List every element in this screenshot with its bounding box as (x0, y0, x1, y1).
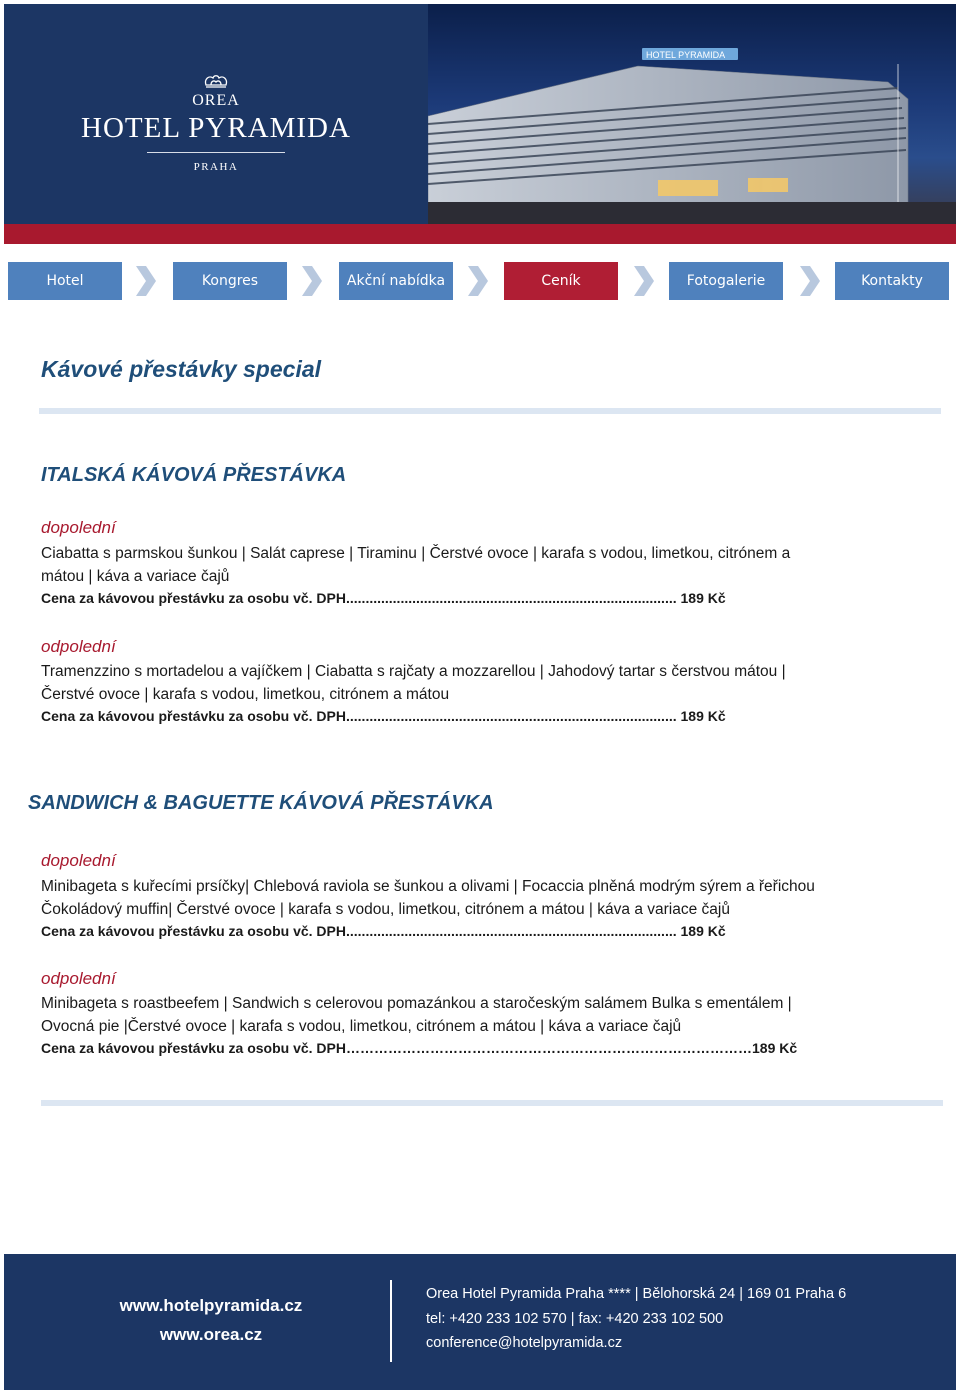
brand-rule (147, 152, 285, 153)
nav-cenik[interactable]: Ceník (504, 262, 618, 300)
chevron-right-icon (466, 266, 488, 296)
separator-top (39, 408, 941, 414)
block-description-line: Čerstvé ovoce | karafa s vodou, limetkou, citrónem a mátou (41, 686, 450, 703)
block-price: Cena za kávovou přestávku za osobu vč. DPH..................................................................................... 189 Kč (41, 923, 726, 939)
block-description-line: Minibageta s kuřecími prsíčky| Chlebová raviola se šunkou a olivami | Focaccia plněná modrým sýrem a řeřichou (41, 878, 815, 895)
footer-link-orea[interactable]: www.orea.cz (159, 1325, 263, 1344)
footer (4, 1254, 956, 1390)
footer-divider (390, 1280, 392, 1362)
photo-sign: HOTEL PYRAMIDA (646, 50, 726, 60)
block-price: Cena za kávovou přestávku za osobu vč. DPH..................................................................................... 189 Kč (41, 590, 726, 606)
nav-kontakty[interactable]: Kontakty (835, 262, 949, 300)
chevron-right-icon (300, 266, 322, 296)
separator-bottom (41, 1100, 943, 1106)
section-heading-sandwich: SANDWICH & BAGUETTE KÁVOVÁ PŘESTÁVKA (28, 792, 494, 814)
block-price: Cena za kávovou přestávku za osobu vč. DPH……………………………………………………………………………189 Kč (41, 1040, 798, 1056)
header-banner (4, 4, 956, 224)
page-title: Kávové přestávky special (41, 356, 322, 382)
block-label-dopoledni: dopolední (41, 518, 116, 537)
block-description-line: Čokoládový muffin| Čerstvé ovoce | karafa s vodou, limetkou, citrónem a mátou | káva a variace čajů (41, 901, 730, 918)
nav-akcni-nabidka[interactable]: Akční nabídka (339, 262, 453, 300)
brand-hotel-name: HOTEL PYRAMIDA (81, 112, 351, 144)
main-navigation (8, 262, 950, 300)
nav-fotogalerie[interactable]: Fotogalerie (669, 262, 783, 300)
chevron-right-icon (134, 266, 156, 296)
nav-kongres[interactable]: Kongres (173, 262, 287, 300)
block-description-line: Ovocná pie |Čerstvé ovoce | karafa s vodou, limetkou, citrónem a mátou | káva a variace čajů (41, 1018, 682, 1035)
crown-logo-icon (201, 70, 231, 90)
block-label-dopoledni: dopolední (41, 851, 116, 870)
footer-email[interactable]: conference@hotelpyramida.cz (426, 1335, 623, 1351)
footer-address: Orea Hotel Pyramida Praha **** | Bělohorská 24 | 169 01 Praha 6 (426, 1286, 847, 1302)
brand-panel (4, 4, 428, 224)
brand-logo[interactable] (4, 70, 428, 173)
header-red-strip (4, 224, 956, 244)
nav-hotel[interactable]: Hotel (8, 262, 122, 300)
block-label-odpoledni: odpolední (41, 969, 116, 988)
chevron-right-icon (632, 266, 654, 296)
footer-link-hotelpyramida[interactable]: www.hotelpyramida.cz (119, 1296, 303, 1315)
block-price: Cena za kávovou přestávku za osobu vč. DPH..................................................................................... 189 Kč (41, 708, 726, 724)
chevron-right-icon (798, 266, 820, 296)
section-heading-italska: ITALSKÁ KÁVOVÁ PŘESTÁVKA (41, 464, 347, 486)
hotel-photo (428, 4, 956, 224)
brand-city: PRAHA (193, 161, 239, 173)
block-description-line: Minibageta s roastbeefem | Sandwich s celerovou pomazánkou a staročeským salámem Bulka s ementálem | (41, 995, 792, 1012)
block-description-line: mátou | káva a variace čajů (41, 568, 230, 585)
brand-small-name: OREA (192, 92, 240, 109)
footer-phones: tel: +420 233 102 570 | fax: +420 233 102 500 (426, 1311, 724, 1327)
block-description-line: Ciabatta s parmskou šunkou | Salát caprese | Tiraminu | Čerstvé ovoce | karafa s vodou, limetkou, citrónem a (41, 545, 791, 562)
block-label-odpoledni: odpolední (41, 637, 116, 656)
block-description-line: Tramenzzino s mortadelou a vajíčkem | Ciabatta s rajčaty a mozzarellou | Jahodový tartar s čerstvou mátou | (41, 663, 786, 680)
